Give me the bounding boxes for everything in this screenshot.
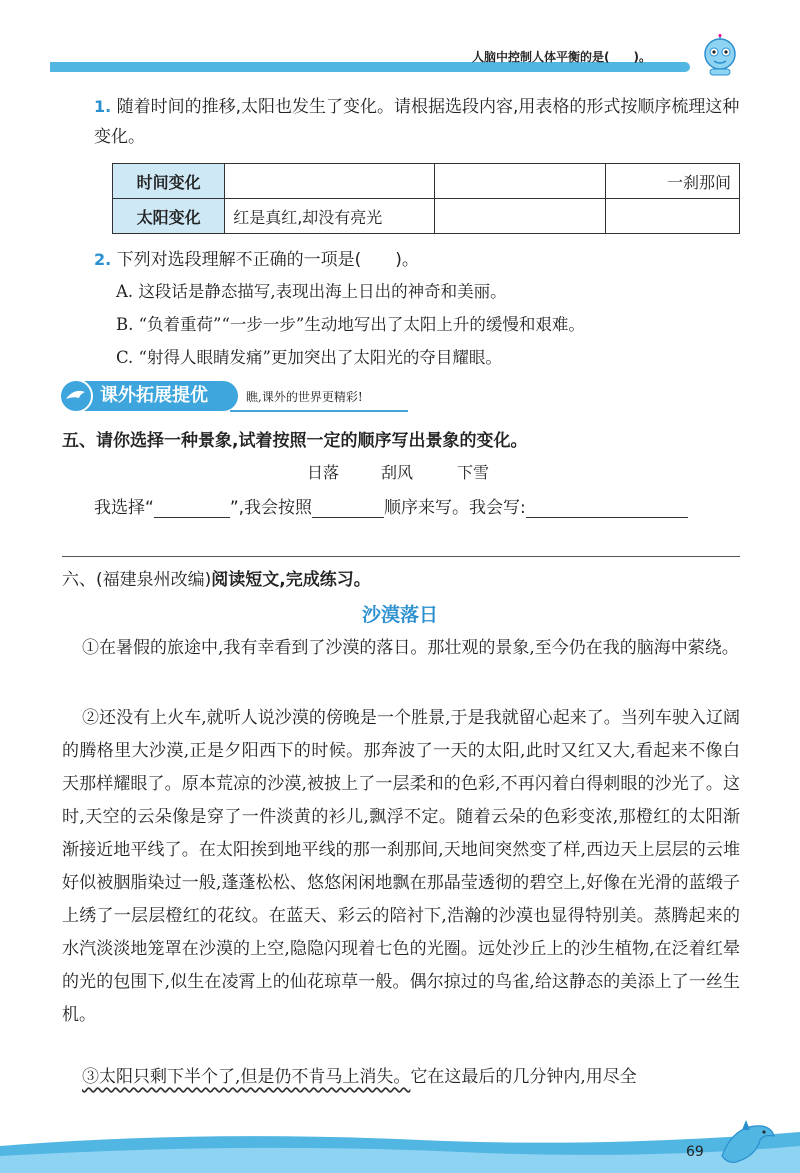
table-cell-blank[interactable] <box>434 199 605 234</box>
article-paragraph-3: ③太阳只剩下半个了,但是仍不肯马上消失。它在这最后的几分钟内,用尽全 <box>82 1067 637 1087</box>
option-b[interactable]: B. “负着重荷”“一步一步”生动地写出了太阳上升的缓慢和艰难。 <box>116 315 585 334</box>
article-paragraph-2: ②还没有上火车,就听人说沙漠的傍晚是一个胜景,于是我就留心起来了。当列车驶入辽阔的腾格里大沙漠,正是夕阳西下的时候。那奔波了一天的太阳,此时又红又大,看起来不像白天那样耀眼了。原本荒凉的沙漠,被披上了一层柔和的色彩,不再闪着白得刺眼的沙光了。这时,天空的云朵像是穿了一件淡黄的衫儿,飘浮不定。随着云朵的色彩变浓,那橙红的太阳渐渐接近地平线了。在太阳挨到地平线的那一刹那间,天地间突然变了样,西边天上层层的云堆好似被胭脂染过一般,蓬蓬松松、悠悠闲闲地飘在那晶莹透彻的碧空上,好像在光滑的蓝缎子上绣了一层层橙红的花纹。在蓝天、彩云的陪衬下,浩瀚的沙漠也显得特别美。蒸腾起来的水汽淡淡地笼罩在沙漠的上空,隐隐闪现着七色的光圈。远处沙丘上的沙生植物,在泛着红晕的光的包围下,似生在凌霄上的仙花琼草一般。偶尔掠过的鸟雀,给这静态的美添上了一丝生机。 <box>62 708 740 1025</box>
section-banner: 课外拓展提优 <box>60 381 238 411</box>
wavy-underlined-sentence: ③太阳只剩下半个了,但是仍不肯马上消失。 <box>82 1067 411 1087</box>
header-tip: 人脑中控制人体平衡的是( )。 <box>472 50 651 64</box>
article-paragraph-1: ①在暑假的旅途中,我有幸看到了沙漠的落日。那壮观的景象,至今仍在我的脑海中萦绕。 <box>82 638 739 658</box>
blank-choice[interactable] <box>154 497 230 518</box>
banner-underline <box>230 410 408 412</box>
prompt-part-b: ”,我会按照 <box>229 498 313 518</box>
robot-mascot-icon <box>698 34 742 76</box>
table-cell-sun-first: 红是真红,却没有亮光 <box>225 199 434 234</box>
table-head-sun: 太阳变化 <box>113 199 225 234</box>
writing-line[interactable] <box>62 556 740 557</box>
blank-order[interactable] <box>312 497 384 518</box>
dolphin-badge-icon <box>58 378 94 414</box>
table-row <box>113 164 740 199</box>
prompt-part-c: 顺序来写。我会写: <box>384 498 526 518</box>
table-row <box>113 199 740 234</box>
question-2-text: 下列对选段理解不正确的一项是( )。 <box>116 250 419 270</box>
question-1-number: 1. <box>94 97 112 116</box>
footer-wave <box>0 1116 800 1173</box>
question-2-number: 2. <box>94 250 112 269</box>
option-a[interactable]: A. 这段话是静态描写,表现出海上日出的神奇和美丽。 <box>116 282 507 301</box>
section-5-heading: 五、请你选择一种景象,试着按照一定的顺序写出景象的变化。 <box>62 431 528 451</box>
prompt-part-a: 我选择“ <box>94 498 154 518</box>
question-1-text: 随着时间的推移,太阳也发生了变化。请根据选段内容,用表格的形式按顺序梳理这种变化。 <box>94 97 740 147</box>
question-1 <box>94 92 744 152</box>
section-6-main: 阅读短文,完成练习。 <box>211 570 371 590</box>
table-cell-blank[interactable] <box>434 164 605 199</box>
table-cell-time-last: 一刹那间 <box>605 164 739 199</box>
choice-wind: 刮风 <box>381 463 414 482</box>
section-5-prompt <box>94 493 688 518</box>
table-cell-blank[interactable] <box>225 164 434 199</box>
blank-writing[interactable] <box>526 497 688 518</box>
section-6-heading <box>62 565 371 590</box>
dolphin-icon <box>716 1116 776 1170</box>
section-6-prefix: 六、(福建泉州改编) <box>62 570 212 590</box>
table-cell-blank[interactable] <box>605 199 739 234</box>
page-number: 69 <box>686 1144 704 1160</box>
banner-subtitle: 瞧,课外的世界更精彩! <box>246 390 363 404</box>
table-head-time: 时间变化 <box>113 164 225 199</box>
question-2 <box>94 245 419 275</box>
option-c[interactable]: C. “射得人眼睛发痛”更加突出了太阳光的夺目耀眼。 <box>116 348 502 367</box>
choice-sunset: 日落 <box>307 463 340 482</box>
article-title: 沙漠落日 <box>361 604 438 626</box>
choice-snow: 下雪 <box>457 463 490 482</box>
answer-table <box>112 163 740 234</box>
